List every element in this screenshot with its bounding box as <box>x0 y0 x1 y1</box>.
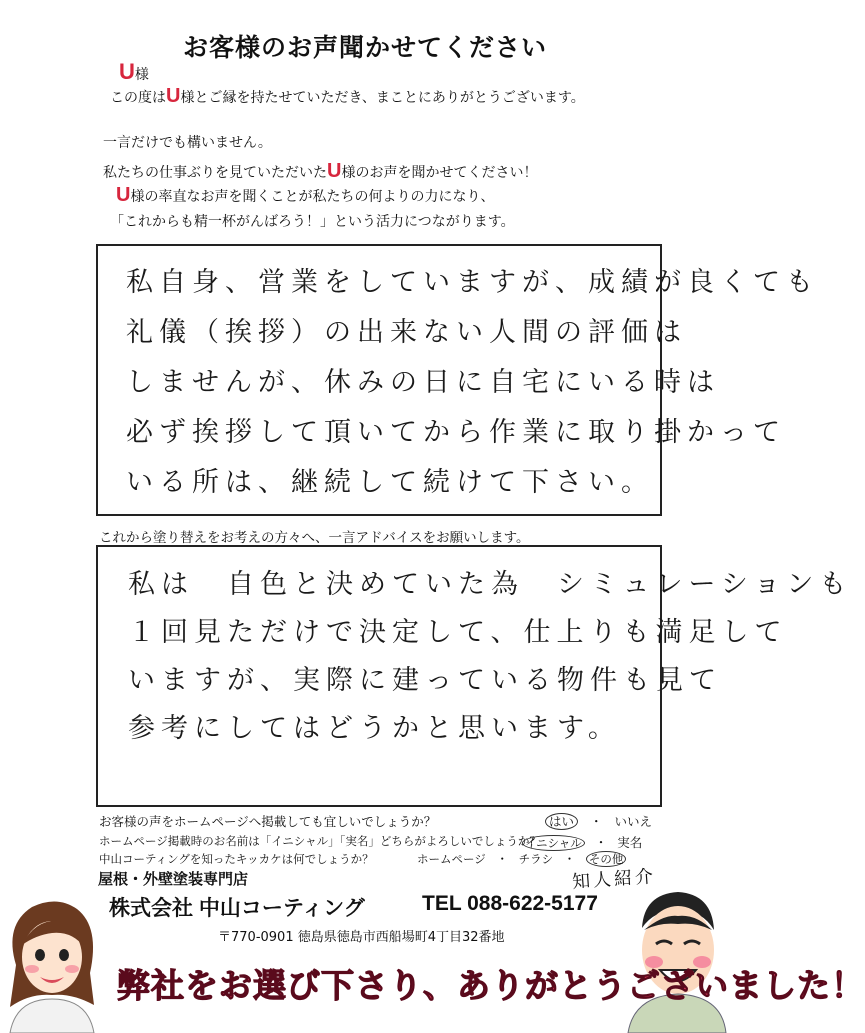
company-address: 〒770-0901 徳島県徳島市西船場町4丁目32番地 <box>218 930 505 945</box>
advice-line: 参考にしてはどうかと思います。 <box>128 713 621 744</box>
advice-heading: これから塗り替えをお考えの方々へ、一言アドバイスをお願いします。 <box>99 530 530 546</box>
question-referral-options: ホームページ ・ チラシ ・ その他 <box>417 851 626 867</box>
option-homepage[interactable]: ホームページ <box>417 852 486 866</box>
feedback-line: いる所は、継続して続けて下さい。 <box>126 467 654 498</box>
intro-line-5: 「これからも精一杯がんばろう！」という活力につながります。 <box>110 214 515 230</box>
customer-salutation <box>119 59 149 85</box>
intro-line-1: この度はU様とご縁を持たせていただき、まことにありがとうございます。 <box>110 85 585 107</box>
question-publish: お客様の声をホームページへ掲載しても宜しいでしょうか？ <box>99 814 437 829</box>
option-initial-selected[interactable]: イニシャル <box>522 835 585 851</box>
feedback-line: しませんが、休みの日に自宅にいる時は <box>126 367 720 398</box>
honorific: 様 <box>134 67 149 83</box>
advice-line: いますが、実際に建っている物件も見て <box>128 665 722 696</box>
option-other-selected[interactable]: その他 <box>586 851 627 867</box>
intro-line-2: 一言だけでも構いません。 <box>103 135 272 151</box>
question-referral: 中山コーティングを知ったキッカケは何でしょうか？ <box>99 852 374 866</box>
question-name-options: イニシャル ・ 実名 <box>522 833 672 851</box>
company-name: 株式会社 中山コーティング <box>109 897 365 920</box>
customer-initial-mark: U <box>166 85 181 107</box>
option-no[interactable]: いいえ <box>614 814 653 829</box>
advice-box <box>96 545 853 807</box>
page-title: お客様のお声聞かせてください <box>182 33 547 62</box>
company-tel: TEL 088-622-5177 <box>422 892 598 915</box>
referral-note: 知人紹介 <box>571 866 657 893</box>
feedback-box <box>96 244 819 516</box>
intro-line-4: U様の率直なお声を聞くことが私たちの何よりの力になり、 <box>116 184 495 206</box>
thanks-message: 弊社をお選び下さり、ありがとうございました！ <box>117 966 865 1005</box>
question-name-format: ホームページ掲載時のお名前は「イニシャル」「実名」どちらがよろしいでしょうか？ <box>99 834 541 848</box>
feedback-line: 私自身、営業をしていますが、成績が良くても <box>126 267 819 298</box>
question-publish-options: はい ・ いいえ <box>545 812 665 830</box>
customer-initial-mark: U <box>119 59 135 84</box>
option-real-name[interactable]: 実名 <box>617 835 643 850</box>
staff-illustration-woman <box>2 895 102 1033</box>
advice-handwriting <box>128 561 852 753</box>
feedback-line: 必ず挨拶して頂いてから作業に取り掛かって <box>126 417 786 448</box>
option-yes-selected[interactable]: はい <box>545 813 578 830</box>
feedback-line: 礼儀（挨拶）の出来ない人間の評価は <box>126 317 687 348</box>
feedback-handwriting <box>126 258 819 508</box>
advice-line: １回見ただけで決定して、仕上りも満足して <box>128 617 788 648</box>
advice-line: 私は 自色と決めていた為 シミュレーションも <box>128 569 853 600</box>
customer-initial-mark: U <box>116 184 131 206</box>
customer-initial-mark: U <box>327 160 342 182</box>
intro-line-3: 私たちの仕事ぶりを見ていただいたU様のお声を聞かせてください！ <box>103 160 538 182</box>
staff-illustration-man <box>624 880 730 1033</box>
option-flyer[interactable]: チラシ <box>518 852 554 866</box>
company-tagline: 屋根・外壁塗装専門店 <box>98 870 249 888</box>
